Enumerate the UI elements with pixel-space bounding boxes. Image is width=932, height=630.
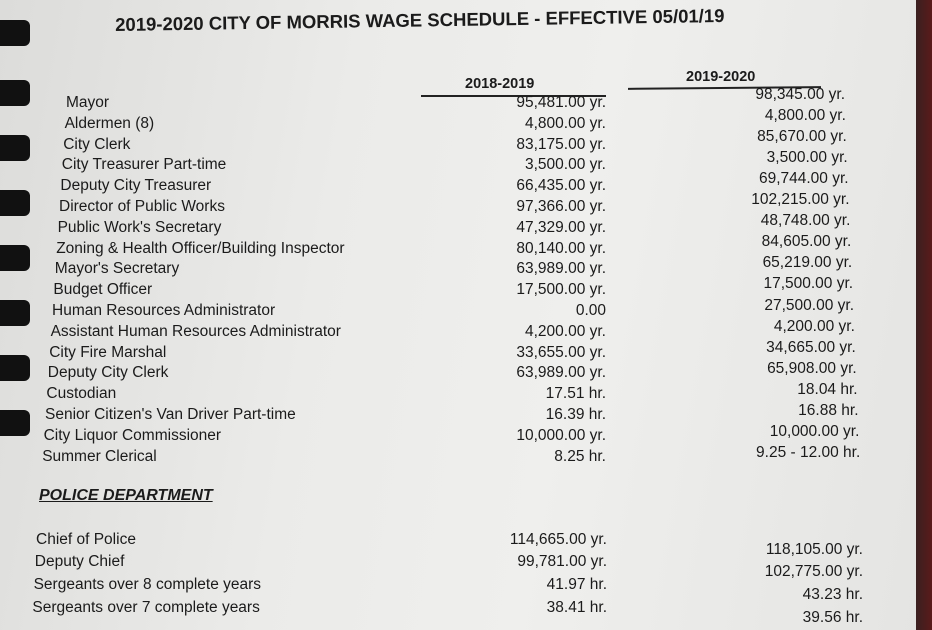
binder-ring — [0, 300, 30, 326]
binder-ring — [0, 190, 30, 216]
position-label: Aldermen (8) — [64, 114, 155, 132]
column-header-2018-2019: 2018-2019 — [465, 76, 535, 92]
position-label: City Clerk — [63, 135, 131, 153]
position-label: Director of Public Works — [59, 198, 225, 215]
position-label: Chief of Police — [36, 531, 136, 548]
wage-2019-2020: 98,345.00 yr. — [755, 86, 845, 103]
wage-2018-2019: 63,989.00 yr. — [516, 364, 606, 382]
wage-2019-2020: 10,000.00 yr. — [769, 422, 860, 440]
wage-2019-2020: 102,775.00 yr. — [764, 563, 863, 580]
wage-2019-2020: 16.88 hr. — [798, 401, 859, 419]
wage-2019-2020: 43.23 hr. — [802, 586, 863, 603]
binder-ring — [0, 20, 30, 46]
document-title: 2019-2020 CITY OF MORRIS WAGE SCHEDULE - EFFECTIVE 05/01/19 — [115, 4, 725, 35]
wage-2019-2020: 84,605.00 yr. — [761, 233, 852, 251]
position-label: City Liquor Commissioner — [43, 426, 222, 444]
position-label: Deputy City Treasurer — [60, 177, 212, 195]
position-label: Assistant Human Resources Administrator — [50, 322, 341, 340]
position-label: Zoning & Health Officer/Building Inspector — [56, 239, 345, 257]
binder-ring — [0, 135, 30, 161]
position-label: Sergeants over 8 complete years — [33, 576, 262, 593]
wage-2019-2020: 69,744.00 yr. — [758, 170, 849, 188]
position-label: Senior Citizen's Van Driver Part-time — [45, 406, 296, 423]
position-label: Custodian — [46, 385, 117, 403]
wage-2019-2020: 65,219.00 yr. — [762, 254, 853, 272]
wage-2019-2020: 17,500.00 yr. — [763, 275, 854, 293]
wage-2019-2020: 102,215.00 yr. — [751, 191, 850, 209]
position-label: Human Resources Administrator — [52, 302, 276, 319]
binder-edge — [916, 0, 932, 630]
binder-ring — [0, 410, 30, 436]
wage-2019-2020: 85,670.00 yr. — [757, 128, 847, 146]
wage-2019-2020: 39.56 hr. — [802, 609, 863, 626]
position-label: Summer Clerical — [42, 447, 157, 465]
wage-2018-2019: 38.41 hr. — [546, 599, 607, 616]
position-label: Deputy City Clerk — [47, 364, 169, 382]
position-label: Mayor's Secretary — [54, 260, 180, 278]
wage-2018-2019: 16.39 hr. — [545, 406, 606, 423]
wage-2019-2020: 18.04 hr. — [797, 380, 858, 398]
position-label: Mayor — [66, 94, 110, 111]
wage-2018-2019: 4,800.00 yr. — [524, 114, 606, 132]
wage-2019-2020: 4,800.00 yr. — [764, 107, 846, 125]
wage-2019-2020: 65,908.00 yr. — [767, 359, 857, 377]
wage-2018-2019: 17.51 hr. — [545, 385, 606, 403]
wage-2018-2019: 41.97 hr. — [546, 576, 607, 593]
position-label: Deputy Chief — [34, 553, 125, 570]
wage-2018-2019: 4,200.00 yr. — [524, 322, 606, 340]
position-label: City Treasurer Part-time — [61, 156, 227, 174]
position-label: Sergeants over 7 complete years — [32, 599, 260, 616]
wage-2019-2020: 9.25 - 12.00 hr. — [756, 443, 861, 461]
wage-2018-2019: 33,655.00 yr. — [516, 343, 606, 361]
binder-ring — [0, 355, 30, 381]
wage-2018-2019: 114,665.00 yr. — [509, 531, 607, 548]
position-label: Budget Officer — [53, 281, 153, 299]
position-label: Public Work's Secretary — [57, 218, 222, 236]
wage-2018-2019: 10,000.00 yr. — [516, 426, 606, 444]
wage-2018-2019: 83,175.00 yr. — [516, 135, 606, 153]
column-header-2019-2020: 2019-2020 — [686, 69, 756, 85]
wage-2018-2019: 8.25 hr. — [554, 447, 606, 465]
wage-2018-2019: 3,500.00 yr. — [524, 156, 606, 174]
position-label: City Fire Marshal — [49, 343, 167, 361]
binder-ring — [0, 245, 30, 271]
wage-2019-2020: 118,105.00 yr. — [765, 541, 863, 558]
wage-2018-2019: 99,781.00 yr. — [517, 553, 607, 570]
binder-ring — [0, 80, 30, 106]
wage-2018-2019: 0.00 — [575, 302, 606, 319]
wage-2019-2020: 48,748.00 yr. — [760, 212, 851, 230]
wage-2018-2019: 47,329.00 yr. — [516, 218, 606, 236]
wage-2019-2020: 3,500.00 yr. — [766, 149, 848, 167]
wage-2019-2020: 27,500.00 yr. — [764, 296, 854, 314]
wage-2019-2020: 4,200.00 yr. — [773, 317, 855, 335]
wage-2018-2019: 95,481.00 yr. — [516, 94, 606, 111]
wage-2018-2019: 63,989.00 yr. — [516, 260, 606, 278]
section-heading-police: POLICE DEPARTMENT — [39, 487, 213, 504]
wage-2019-2020: 34,665.00 yr. — [766, 338, 856, 356]
wage-2018-2019: 97,366.00 yr. — [516, 198, 606, 215]
wage-2018-2019: 80,140.00 yr. — [516, 239, 606, 257]
wage-2018-2019: 17,500.00 yr. — [516, 281, 606, 299]
wage-2018-2019: 66,435.00 yr. — [516, 177, 606, 195]
